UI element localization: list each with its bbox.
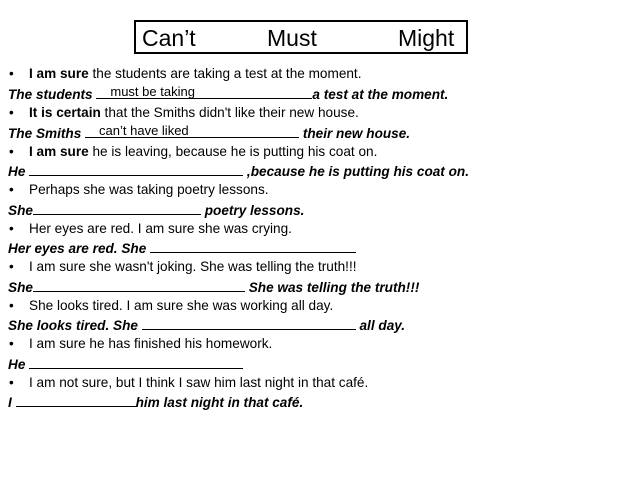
question-7 — [9, 297, 333, 315]
answer-6-end: She was telling the truth!!! — [244, 280, 420, 295]
question-9-text: I am not sure, but I think I saw him last night in that café. — [29, 375, 369, 390]
bullet-icon: • — [9, 144, 14, 159]
question-5 — [9, 220, 292, 238]
answer-3-end: ,because he is putting his coat on. — [243, 164, 469, 179]
answer-7-blank[interactable] — [142, 316, 356, 330]
answer-9 — [8, 393, 303, 412]
answer-6 — [8, 278, 419, 297]
answer-1-end: a test at the moment. — [312, 87, 449, 102]
answer-2-end: their new house. — [299, 126, 411, 141]
answer-8-blank[interactable] — [29, 355, 243, 369]
answer-1-blank[interactable] — [96, 85, 312, 99]
answer-5 — [8, 239, 356, 258]
title-might: Might — [398, 25, 455, 51]
bullet-icon: • — [9, 298, 14, 313]
answer-5-start: Her eyes are red. She — [8, 241, 151, 256]
answer-4 — [8, 201, 304, 220]
answer-2 — [8, 124, 410, 143]
title-cant: Can’t — [142, 25, 196, 51]
question-5-text: Her eyes are red. I am sure she was crying. — [29, 221, 292, 236]
question-6 — [9, 258, 357, 276]
bullet-icon: • — [9, 336, 14, 351]
answer-9-start: I — [8, 395, 16, 410]
bullet-icon: • — [9, 105, 14, 120]
answer-4-end: poetry lessons. — [200, 203, 305, 218]
answer-8-start: He — [8, 357, 30, 372]
answer-2-filled-text: can’t have liked — [99, 123, 189, 138]
question-8-text: I am sure he has finished his homework. — [29, 336, 273, 351]
bullet-icon: • — [9, 182, 14, 197]
answer-1-start: The students — [8, 87, 97, 102]
answer-7 — [8, 316, 405, 335]
bullet-icon: • — [9, 259, 14, 274]
question-9 — [9, 374, 368, 392]
answer-6-blank[interactable] — [33, 278, 245, 292]
question-2-emphasis: It is certain — [29, 105, 101, 120]
question-3-text: he is leaving, because he is putting his coat on. — [88, 144, 378, 159]
answer-5-blank[interactable] — [150, 239, 356, 253]
bullet-icon: • — [9, 66, 14, 81]
answer-1 — [8, 85, 448, 104]
answer-4-blank[interactable] — [33, 201, 201, 215]
question-3-emphasis: I am sure — [29, 144, 89, 159]
answer-3 — [8, 162, 469, 181]
question-1 — [9, 65, 362, 83]
title-box — [134, 20, 468, 54]
answer-7-start: She looks tired. She — [8, 318, 142, 333]
answer-2-start: The Smiths — [8, 126, 86, 141]
question-4 — [9, 181, 269, 199]
answer-1-filled-text: must be taking — [110, 84, 195, 99]
question-1-emphasis: I am sure — [29, 66, 89, 81]
question-1-text: the students are taking a test at the moment. — [88, 66, 362, 81]
answer-3-start: He — [8, 164, 30, 179]
question-2 — [9, 104, 359, 122]
answer-8 — [8, 355, 243, 374]
question-2-text: that the Smiths didn't like their new house. — [100, 105, 359, 120]
answer-4-start: She — [8, 203, 33, 218]
question-8 — [9, 335, 272, 353]
bullet-icon: • — [9, 221, 14, 236]
answer-7-end: all day. — [355, 318, 406, 333]
question-7-text: She looks tired. I am sure she was working all day. — [29, 298, 334, 313]
answer-2-blank[interactable] — [85, 124, 299, 138]
answer-3-blank[interactable] — [29, 162, 243, 176]
question-4-text: Perhaps she was taking poetry lessons. — [29, 182, 269, 197]
answer-6-start: She — [8, 280, 33, 295]
question-3 — [9, 143, 377, 161]
title-must: Must — [267, 25, 317, 51]
bullet-icon: • — [9, 375, 14, 390]
question-6-text: I am sure she wasn't joking. She was telling the truth!!! — [29, 259, 357, 274]
answer-9-blank[interactable] — [16, 393, 136, 407]
answer-9-end: him last night in that café. — [135, 395, 304, 410]
